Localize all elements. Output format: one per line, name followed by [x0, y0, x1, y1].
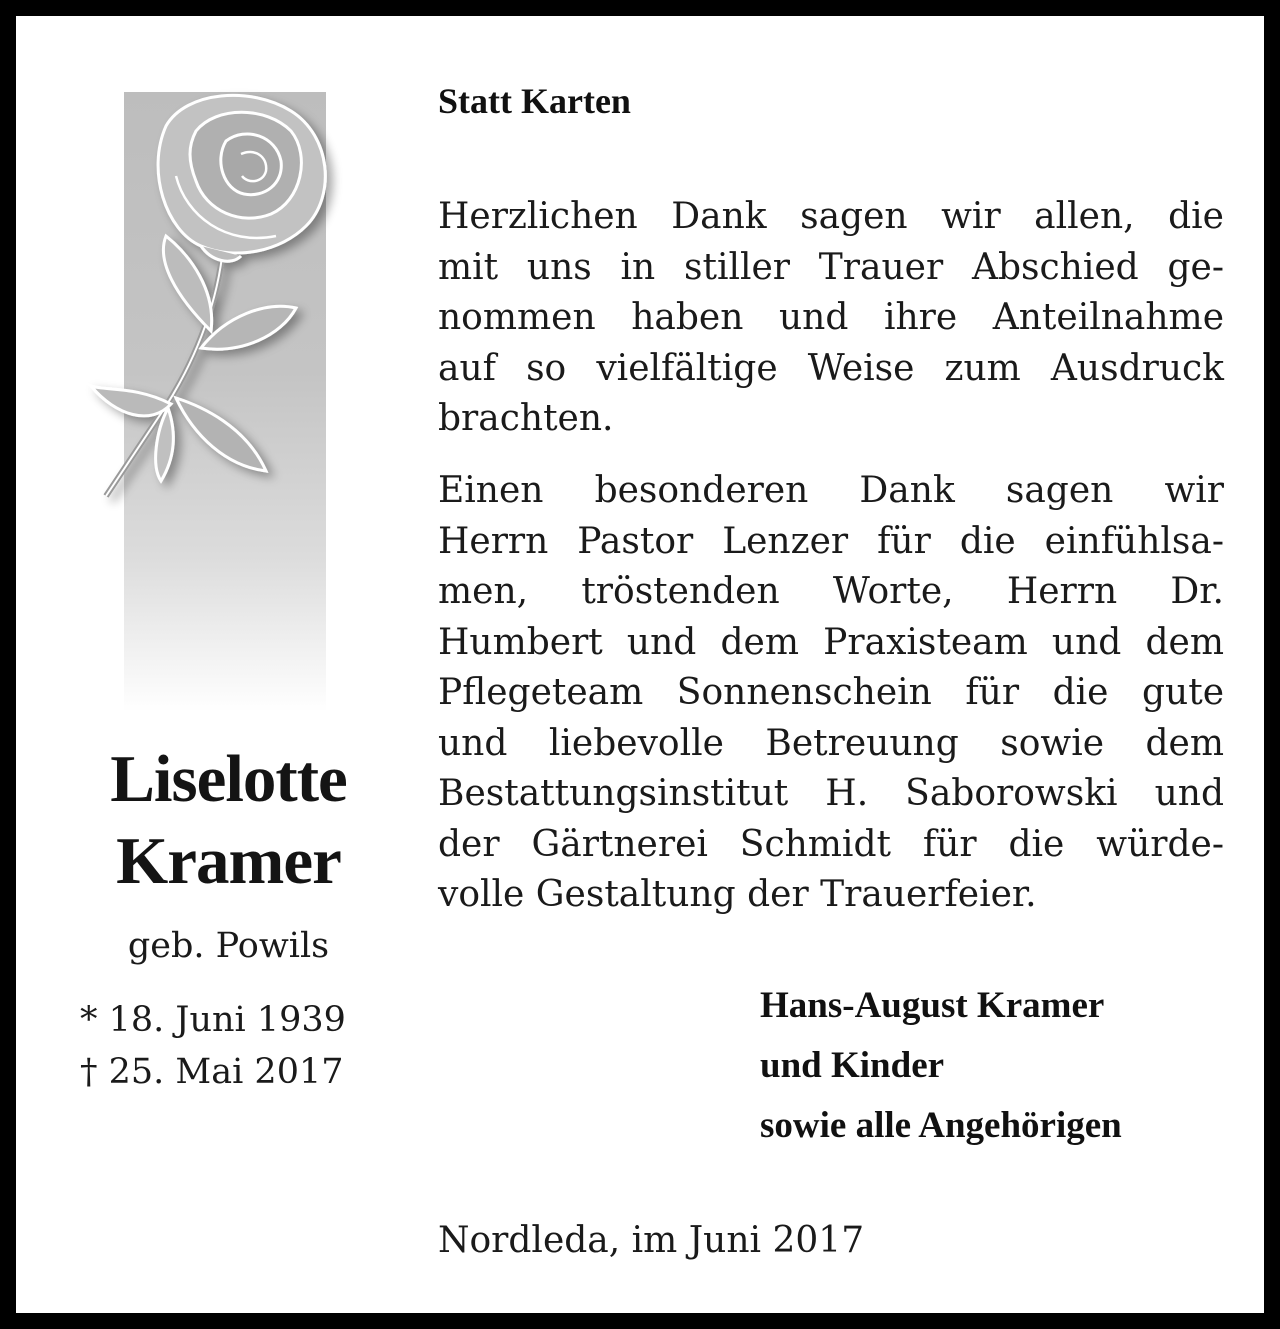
paragraph-line: Herrn Pastor Lenzer für die einfühlsa- — [438, 520, 1224, 562]
paragraph-line: Humbert und dem Praxisteam und dem — [438, 621, 1224, 663]
signer-line: und Kinder — [760, 1045, 945, 1086]
paragraph-line: auf so vielfältige Weise zum Ausdruck — [438, 347, 1224, 389]
signer-line: sowie alle Angehörigen — [760, 1105, 1122, 1146]
deceased-first-name: Liselotte — [110, 742, 347, 816]
signer-line: Hans-August Kramer — [760, 985, 1105, 1026]
thanks-paragraph-2 — [438, 466, 1224, 921]
paragraph-line: mit uns in stiller Trauer Abschied ge- — [438, 246, 1224, 288]
paragraph-line: Pflegeteam Sonnenschein für die gute — [438, 672, 1224, 713]
paragraph-line: volle Gestaltung der Trauerfeier. — [438, 874, 1037, 915]
deceased-last-name: Kramer — [116, 824, 341, 898]
paragraph-line: der Gärtnerei Schmidt für die würde- — [438, 823, 1224, 865]
paragraph-line: Bestattungsinstitut H. Saborowski und — [438, 773, 1224, 814]
paragraph-line: Einen besonderen Dank sagen wir — [438, 470, 1224, 511]
birth-name: geb. Powils — [127, 926, 330, 966]
rose-icon — [76, 86, 406, 526]
place-date: Nordleda, im Juni 2017 — [438, 1220, 865, 1261]
paragraph-line: men, tröstenden Worte, Herrn Dr. — [438, 571, 1224, 612]
death-date: † 25. Mai 2017 — [80, 1052, 344, 1092]
paragraph-line: nommen haben und ihre Anteilnahme — [438, 297, 1224, 338]
notice-heading: Statt Karten — [438, 81, 631, 121]
paragraph-line: brachten. — [438, 398, 614, 439]
signers-block — [760, 976, 1122, 1156]
birth-date: * 18. Juni 1939 — [80, 1000, 346, 1040]
life-dates — [80, 994, 346, 1098]
thanks-paragraph-1 — [438, 192, 1224, 445]
paragraph-line: Herzlichen Dank sagen wir allen, die — [438, 196, 1224, 237]
paragraph-line: und liebevolle Betreuung sowie dem — [438, 722, 1224, 764]
